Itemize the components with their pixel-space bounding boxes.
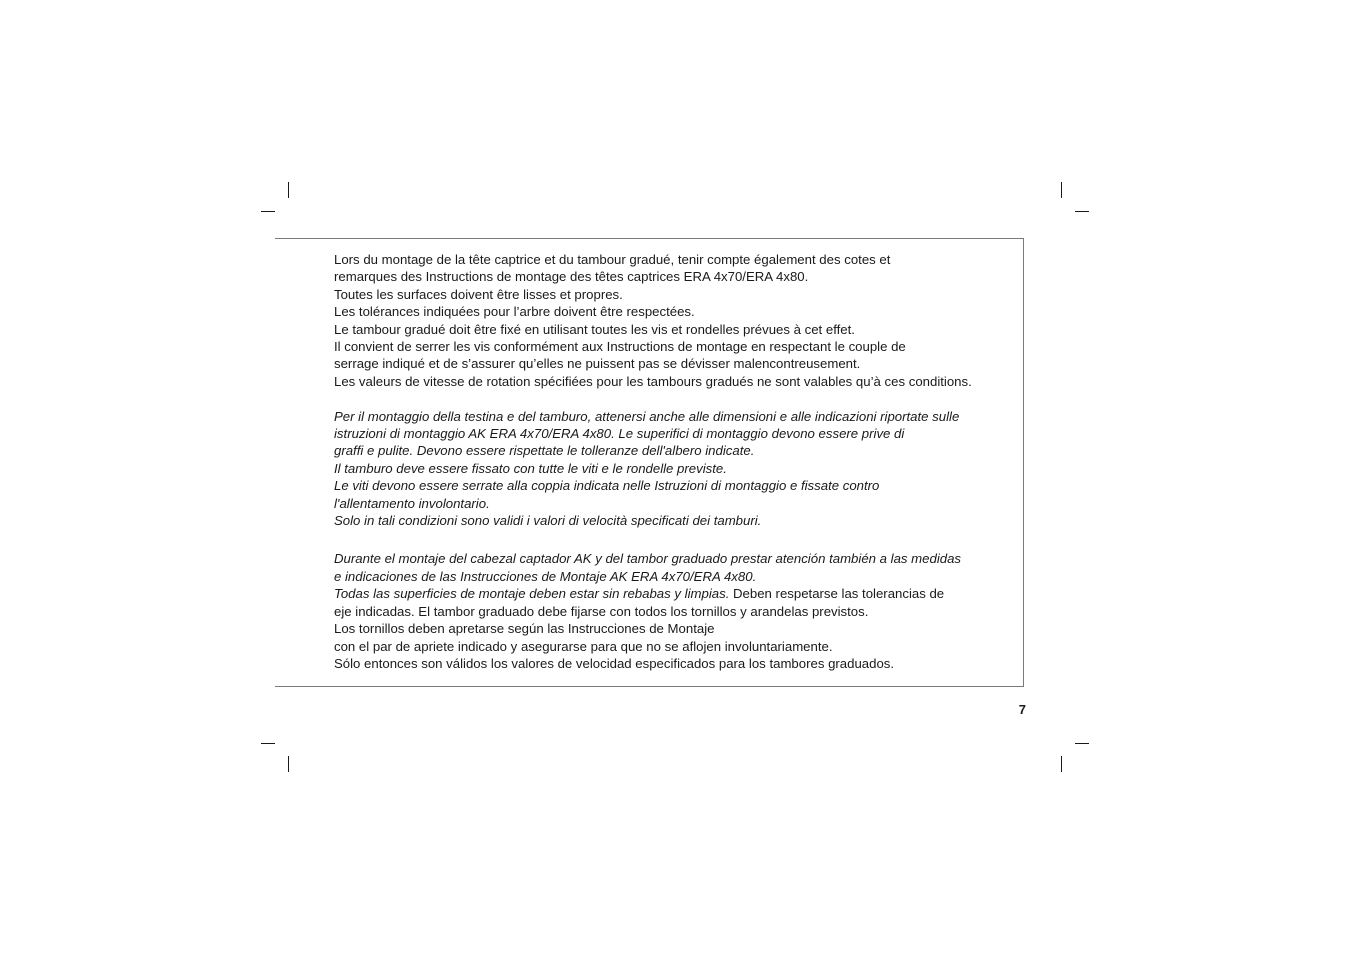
text-line: Durante el montaje del cabezal captador AK y del tambor graduado prestar atención también a las medidas — [334, 551, 962, 567]
instructions-text — [334, 251, 1034, 672]
crop-mark-bottom-left-horizontal — [261, 743, 275, 744]
crop-mark-bottom-left-vertical — [288, 756, 289, 772]
text-line: Lors du montage de la tête captrice et du tambour gradué, tenir compte également des cotes et — [334, 252, 891, 267]
text-line: istruzioni di montaggio AK ERA 4x70/ERA 4x80. Le superifici di montaggio devono essere prive di — [334, 426, 905, 442]
crop-mark-bottom-right-horizontal — [1075, 743, 1089, 744]
spanish-paragraph — [334, 550, 1034, 672]
paragraph-spacer — [334, 529, 1034, 550]
text-line: remarques des Instructions de montage des têtes captrices ERA 4x70/ERA 4x80. — [334, 269, 809, 285]
text-line: Per il montaggio della testina e del tamburo, attenersi anche alle dimensioni e alle indicazioni riportate sulle — [334, 408, 960, 424]
text-line: Sólo entonces son válidos los valores de velocidad especificados para los tambores graduados. — [334, 655, 895, 671]
text-line: con el par de apriete indicado y asegurarse para que no se aflojen involuntariamente. — [334, 638, 833, 654]
crop-mark-top-right-vertical — [1061, 182, 1062, 198]
text-line-mixed — [334, 585, 1034, 602]
text-line: serrage indiqué et de s’assurer qu’elles ne puissent pas se dévisser malencontreusement. — [334, 356, 861, 372]
text-line: eje indicadas. El tambor graduado debe fijarse con todos los tornillos y arandelas previstos. — [334, 603, 869, 619]
crop-mark-top-left-horizontal — [261, 211, 275, 212]
text-line: Les tolérances indiquées pour l’arbre doivent être respectées. — [334, 304, 695, 320]
italian-paragraph — [334, 408, 1034, 530]
italic-segment: Todas las superficies de montaje deben estar sin rebabas y limpias. — [334, 586, 730, 602]
crop-mark-top-right-horizontal — [1075, 211, 1089, 212]
crop-mark-bottom-right-vertical — [1061, 756, 1062, 772]
crop-mark-top-left-vertical — [288, 182, 289, 198]
text-line: l'allentamento involontario. — [334, 495, 490, 511]
text-line: Solo in tali condizioni sono validi i valori di velocità specificati dei tamburi. — [334, 513, 762, 529]
text-line: Il tamburo deve essere fissato con tutte le viti e le rondelle previste. — [334, 460, 727, 476]
french-paragraph — [334, 251, 1034, 390]
text-line: graffi e pulite. Devono essere rispettate le tolleranze dell'albero indicate. — [334, 443, 755, 459]
text-line: Le viti devono essere serrate alla coppia indicata nelle Istruzioni di montaggio e fissate contro — [334, 478, 880, 494]
page-number: 7 — [1018, 702, 1026, 717]
paragraph-spacer — [334, 390, 1034, 407]
text-line: Le tambour gradué doit être fixé en utilisant toutes les vis et rondelles prévues à cet effet. — [334, 321, 855, 337]
text-line: Il convient de serrer les vis conformément aux Instructions de montage en respectant le couple de — [334, 339, 906, 355]
text-line: Toutes les surfaces doivent être lisses et propres. — [334, 286, 623, 302]
text-line: Los tornillos deben apretarse según las Instrucciones de Montaje — [334, 621, 715, 637]
text-line: e indicaciones de las Instrucciones de Montaje AK ERA 4x70/ERA 4x80. — [334, 568, 757, 584]
text-line: Les valeurs de vitesse de rotation spécifiées pour les tambours gradués ne sont valables qu’à ces conditions. — [334, 373, 972, 389]
regular-segment: Deben respetarse las tolerancias de — [729, 586, 945, 602]
